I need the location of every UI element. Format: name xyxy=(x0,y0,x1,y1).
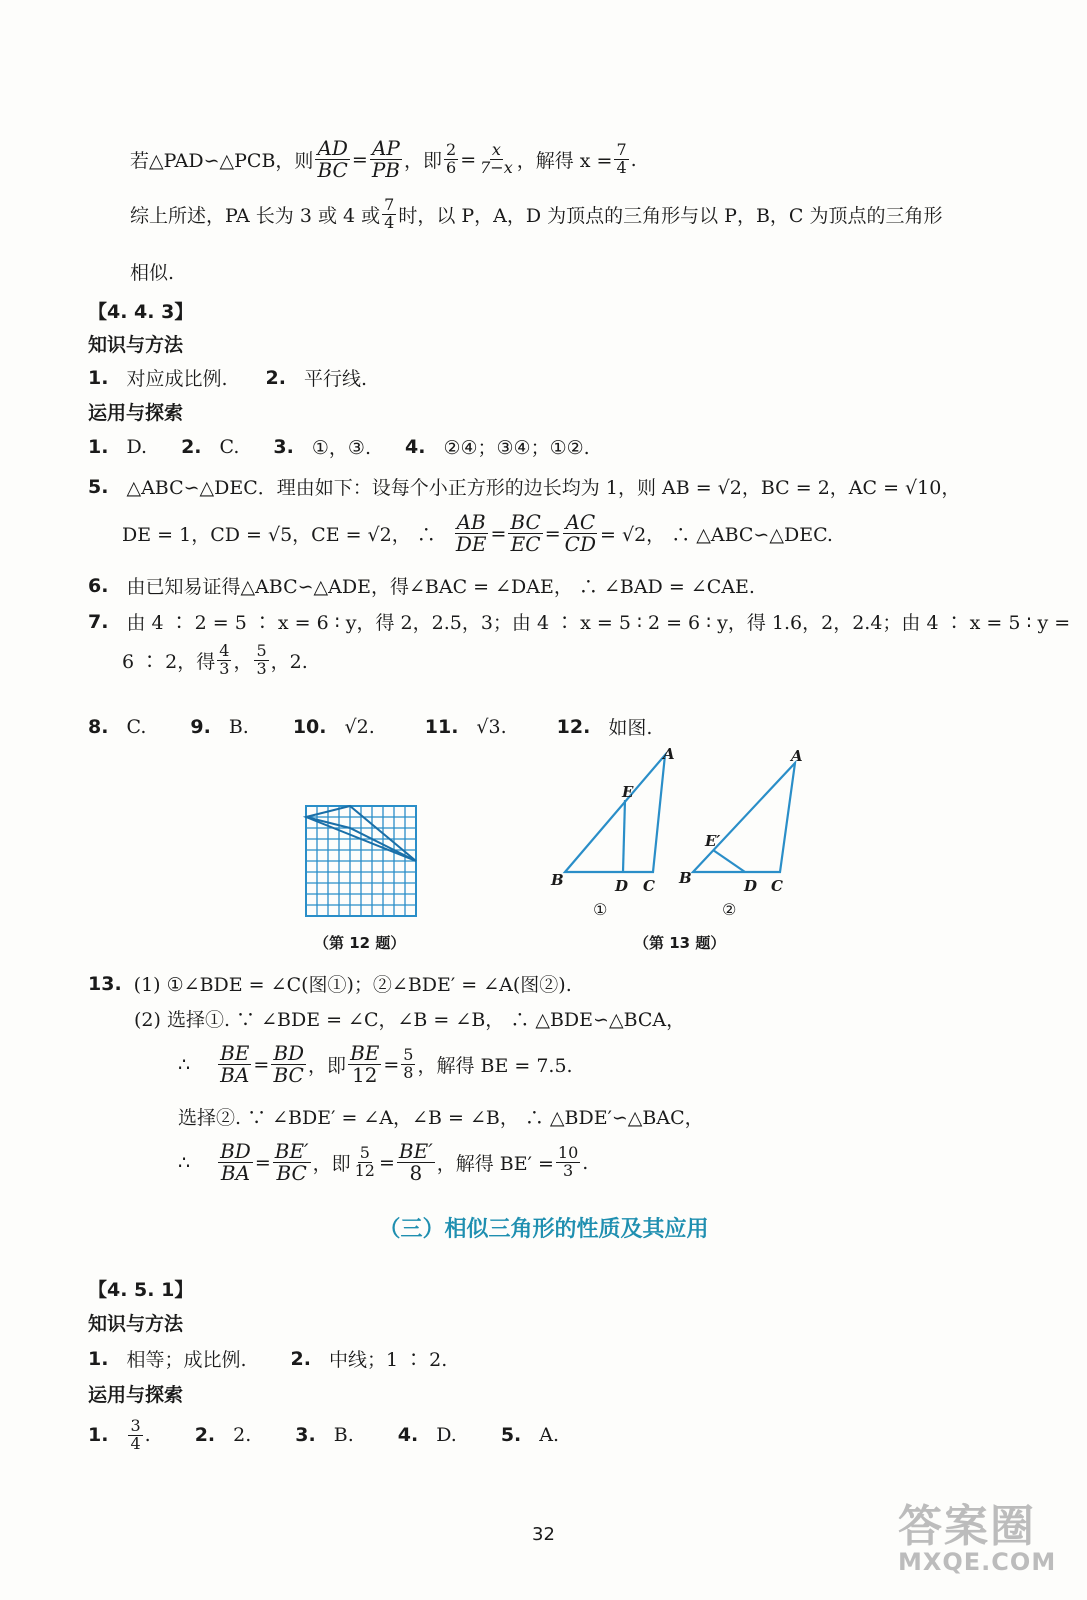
label-E-prime: E′ xyxy=(705,832,721,850)
question-number: 6. xyxy=(88,574,109,597)
watermark-text: 答案圈 xyxy=(898,1501,1036,1552)
label-A: A xyxy=(663,745,675,763)
text: ，即 xyxy=(404,150,443,172)
apply-heading: 运用与探索 xyxy=(88,1384,184,1406)
text: DE = 1，CD = √5，CE = √2， ∴ xyxy=(122,524,436,546)
fraction-num: 5 xyxy=(403,1045,414,1065)
fraction-num: BE′ xyxy=(398,1139,433,1163)
answer: 由 4 ∶ 2 = 5 ∶ x = 6 ∶ y，得 2，2.5，3；由 4 ∶ x = 5 ∶ 2 = 6 ∶ y，得 1.6，2，2.4；由 4 ∶ x = 5 ∶ y = xyxy=(126,612,1071,634)
text: ，解得 BE = 7.5. xyxy=(417,1055,573,1077)
section-title: 【4. 5. 1】 xyxy=(88,1279,194,1301)
answer: 由已知易证得△ABC∽△ADE，得∠BAC = ∠DAE， ∴ ∠BAD = ∠CAE. xyxy=(126,576,755,598)
solution-line-1 xyxy=(130,138,637,181)
fraction xyxy=(397,1141,435,1184)
answers-row-1 xyxy=(88,433,590,460)
fraction-num: 5 xyxy=(256,641,267,660)
answers-row-8 xyxy=(88,713,652,740)
apply-heading: 运用与探索 xyxy=(88,402,184,424)
question-number: 1. xyxy=(88,1424,109,1447)
answer: 对应成比例. xyxy=(126,368,228,390)
fraction xyxy=(563,512,598,555)
answer: ②④；③④；①②. xyxy=(443,437,590,459)
answer: C. xyxy=(126,715,147,738)
answer: ①，③. xyxy=(311,437,371,459)
fraction-den: 7−x xyxy=(480,158,513,177)
answer-5-line-2 xyxy=(122,512,833,555)
therefore-sign: ∴ xyxy=(178,1053,191,1076)
fraction-num: 7 xyxy=(384,195,395,214)
answer: C. xyxy=(219,435,240,458)
question-number: 13. xyxy=(88,972,122,995)
question-number: 1. xyxy=(88,366,109,389)
answers-row-1 xyxy=(88,1418,559,1453)
text: 综上所述，PA 长为 3 或 4 或 xyxy=(130,204,381,227)
fraction-den: 4 xyxy=(616,158,627,177)
fraction xyxy=(382,197,396,232)
fraction xyxy=(273,1141,311,1184)
question-number: 5. xyxy=(500,1424,522,1447)
figure-13-caption: （第 13 题） xyxy=(634,934,726,952)
equals: = xyxy=(460,148,477,171)
equals: = xyxy=(544,522,561,545)
label-C2: C xyxy=(771,877,783,895)
fraction-num: BD xyxy=(273,1041,305,1065)
question-number: 1. xyxy=(88,435,109,458)
fraction-den: BC xyxy=(276,1161,307,1185)
question-number: 2. xyxy=(265,366,286,389)
knowledge-answers xyxy=(88,364,367,391)
section-title: 【4. 4. 3】 xyxy=(88,301,194,323)
text: 若△PAD∽△PCB，则 xyxy=(130,150,314,172)
answer: △ABC∽△DEC．理由如下：设每个小正方形的边长均为 1，则 AB = √2，BC = 2，AC = √10， xyxy=(126,477,961,499)
figure-12-grid xyxy=(300,800,422,922)
knowledge-heading: 知识与方法 xyxy=(88,1313,184,1335)
fraction xyxy=(217,643,231,678)
fraction-num: BE′ xyxy=(274,1139,309,1163)
answer-13-part-2-calc xyxy=(178,1043,573,1086)
answer: D. xyxy=(126,435,148,458)
question-number: 9. xyxy=(190,715,211,738)
question-number: 5. xyxy=(88,475,109,498)
fraction xyxy=(254,643,268,678)
equals: = xyxy=(253,1053,270,1076)
fraction-den: 6 xyxy=(446,158,457,177)
solution-line-2 xyxy=(130,197,943,232)
fraction xyxy=(353,1145,377,1180)
equals: = xyxy=(378,1151,395,1174)
label-C: C xyxy=(643,877,655,895)
question-number: 10. xyxy=(292,715,327,738)
question-number: 2. xyxy=(181,435,202,458)
answer: √3. xyxy=(476,715,507,738)
question-number: 7. xyxy=(88,610,109,633)
fraction-num: x xyxy=(491,140,501,160)
text: ，解得 x = xyxy=(516,150,613,172)
label-D: D xyxy=(615,877,629,895)
fraction xyxy=(614,142,628,177)
answer: (1) ①∠BDE = ∠C(图①)；②∠BDE′ = ∠A(图②). xyxy=(133,974,572,996)
fraction xyxy=(128,1418,142,1453)
fraction-den: BA xyxy=(220,1161,251,1185)
fraction xyxy=(478,142,515,177)
fraction-num: 3 xyxy=(130,1416,141,1435)
text: ，解得 BE′ = xyxy=(436,1153,554,1175)
fraction-num: 4 xyxy=(219,641,230,660)
fraction xyxy=(315,138,349,181)
equals: = xyxy=(254,1151,271,1174)
watermark-logo xyxy=(898,1490,1068,1590)
fraction-den: 3 xyxy=(256,658,267,678)
equals: = xyxy=(351,148,368,171)
answer: B. xyxy=(228,715,249,738)
figure-13-triangles xyxy=(545,745,815,925)
fraction xyxy=(370,138,402,181)
figure-12-caption: （第 12 题） xyxy=(314,934,406,952)
text: . xyxy=(582,1151,589,1174)
fraction-num: 2 xyxy=(446,140,457,160)
label-A2: A xyxy=(791,747,803,765)
text: . xyxy=(630,148,637,171)
text: = √2， ∴ △ABC∽△DEC. xyxy=(600,524,833,546)
answer: √2. xyxy=(344,715,375,738)
fraction-num: AC xyxy=(565,510,596,534)
fraction-den: 4 xyxy=(384,212,395,232)
answer: B. xyxy=(333,1424,354,1447)
answer-7-line-1 xyxy=(88,608,1070,635)
text: ，2. xyxy=(270,650,308,673)
text: ，即 xyxy=(312,1153,351,1175)
answer-13-part-1 xyxy=(88,970,572,997)
question-number: 1. xyxy=(88,1347,109,1370)
fraction-num: 5 xyxy=(359,1143,370,1163)
fraction-num: AB xyxy=(456,510,486,534)
fraction-den: BC xyxy=(273,1063,304,1087)
answer: 如图. xyxy=(608,717,653,739)
text: ， xyxy=(233,650,253,673)
question-number: 8. xyxy=(88,715,109,738)
fraction xyxy=(508,512,542,555)
question-number: 12. xyxy=(556,715,591,738)
answer-13-option-2: 选择②. ∵ ∠BDE′ = ∠A，∠B = ∠B， ∴ △BDE′∽△BAC， xyxy=(178,1107,704,1129)
equals: = xyxy=(490,522,507,545)
fraction-den: BC xyxy=(317,158,348,182)
answer: D. xyxy=(436,1424,457,1447)
fraction xyxy=(348,1043,381,1086)
text: 6 ∶ 2，得 xyxy=(122,650,216,673)
question-number: 3. xyxy=(295,1424,316,1447)
fraction xyxy=(556,1145,580,1180)
label-D2: D xyxy=(744,877,758,895)
question-number: 2. xyxy=(194,1424,216,1447)
question-number: 3. xyxy=(273,435,294,458)
fraction-num: BD xyxy=(220,1139,251,1163)
fraction-num: BE xyxy=(350,1041,380,1065)
fraction-den: 3 xyxy=(219,658,230,678)
fraction-num: BE xyxy=(220,1041,250,1065)
fraction-den: 12 xyxy=(354,1161,375,1180)
answer-6 xyxy=(88,572,755,599)
question-number: 4. xyxy=(404,435,426,458)
knowledge-heading: 知识与方法 xyxy=(88,334,184,356)
label-B: B xyxy=(551,871,564,889)
fraction-den: EC xyxy=(510,532,541,556)
fraction-den: DE xyxy=(455,532,487,556)
answer-7-line-2 xyxy=(122,643,308,678)
fraction-num: 10 xyxy=(557,1143,579,1163)
page-number: 32 xyxy=(532,1524,555,1545)
question-number: 2. xyxy=(290,1347,311,1370)
fraction-num: AP xyxy=(371,136,400,160)
figure-mark-1: ① xyxy=(593,900,608,919)
fraction xyxy=(401,1047,415,1082)
fraction xyxy=(271,1043,306,1086)
question-number: 11. xyxy=(424,715,459,738)
chapter-title: （三）相似三角形的性质及其应用 xyxy=(378,1217,709,1242)
answer: 相等；成比例. xyxy=(126,1349,247,1371)
label-B2: B xyxy=(679,869,692,887)
text: . xyxy=(144,1424,151,1447)
text: ，即 xyxy=(308,1055,347,1077)
fraction xyxy=(454,512,489,555)
fraction xyxy=(444,142,458,177)
question-number: 4. xyxy=(397,1424,419,1447)
fraction-den: BA xyxy=(220,1063,250,1087)
fraction-num: BC xyxy=(510,510,541,534)
fraction-den: 12 xyxy=(351,1063,378,1087)
fraction-num: 7 xyxy=(616,140,627,160)
text: 时，以 P，A，D 为顶点的三角形与以 P，B，C 为顶点的三角形 xyxy=(398,204,943,227)
answer-13-option-2-calc xyxy=(178,1141,588,1184)
knowledge-answers xyxy=(88,1345,447,1372)
fraction-den: CD xyxy=(564,532,597,556)
therefore-sign: ∴ xyxy=(178,1151,191,1174)
fraction xyxy=(218,1141,253,1184)
solution-line-3: 相似. xyxy=(130,262,175,284)
fraction-num: AD xyxy=(317,136,348,160)
fraction-den: 3 xyxy=(562,1161,574,1180)
answer-5-line-1 xyxy=(88,473,960,500)
answer: 2. xyxy=(233,1424,252,1447)
fraction-den: 8 xyxy=(409,1161,423,1185)
label-E: E xyxy=(622,783,634,801)
fraction-den: 4 xyxy=(130,1433,141,1453)
equals: = xyxy=(383,1053,400,1076)
figure-mark-2: ② xyxy=(722,900,737,919)
answer: A. xyxy=(539,1424,560,1447)
answer: 平行线. xyxy=(303,368,367,390)
watermark-url: MXQE.COM xyxy=(898,1548,1057,1576)
fraction-den: 8 xyxy=(403,1063,414,1082)
fraction-den: PB xyxy=(371,158,400,182)
answer-13-part-2: (2) 选择①. ∵ ∠BDE = ∠C，∠B = ∠B， ∴ △BDE∽△BCA， xyxy=(134,1009,686,1031)
fraction xyxy=(218,1043,251,1086)
answer: 中线；1 ∶ 2. xyxy=(328,1349,448,1371)
